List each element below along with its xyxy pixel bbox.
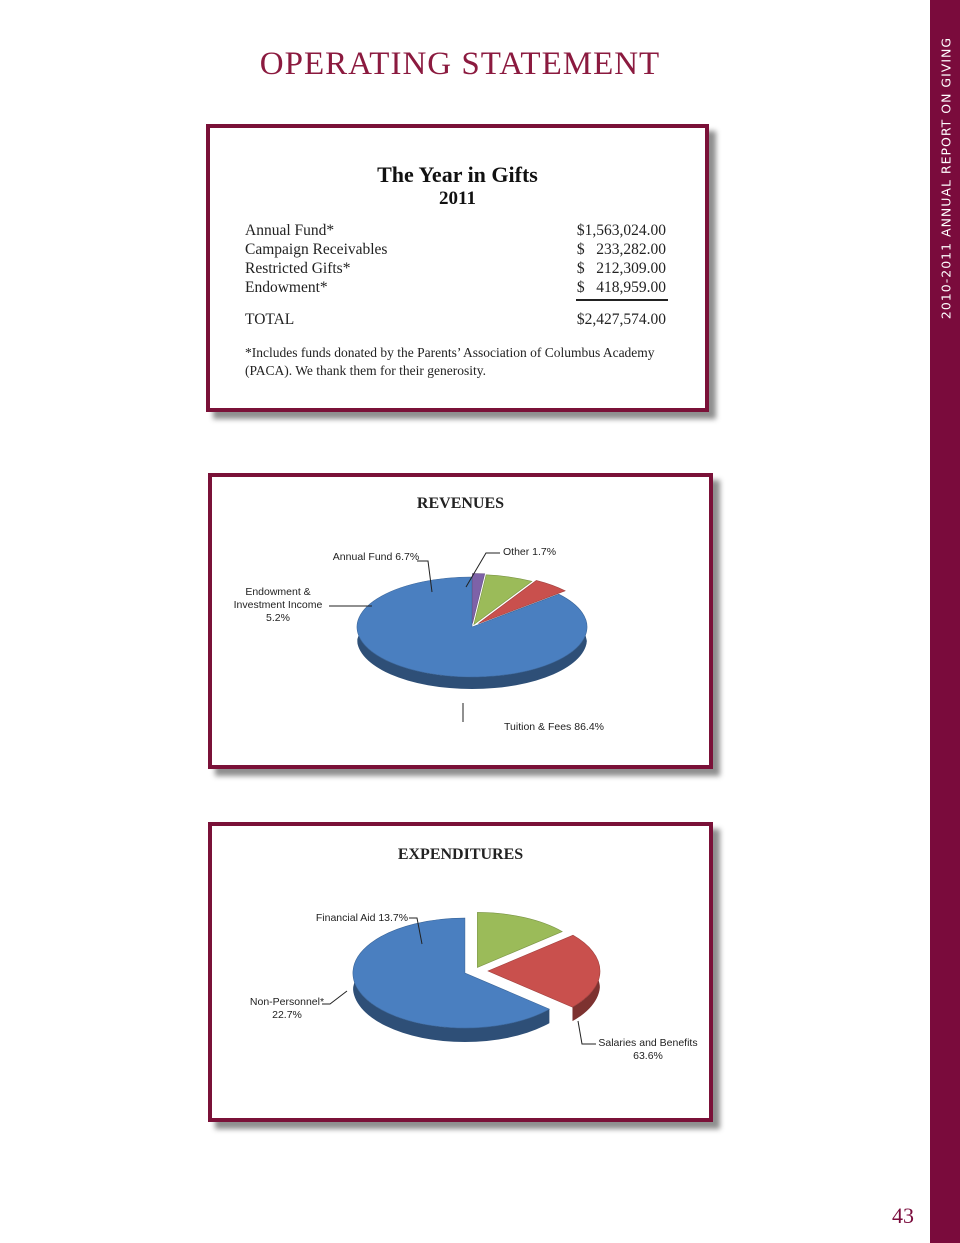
pie-label-text: Annual Fund 6.7% <box>332 551 420 563</box>
gifts-footnote: *Includes funds donated by the Parents’ Association of Columbus Academy (PACA). We thank them for their generosity. <box>245 345 655 378</box>
expenditures-chart-box <box>208 822 713 1122</box>
gift-amount: $ 233,282.00 <box>576 241 666 258</box>
revenues-pie-chart <box>212 477 709 765</box>
pie-label-non-personnel <box>250 991 347 1021</box>
report-side-label: 2010-2011 ANNUAL REPORT ON GIVING <box>938 36 954 320</box>
gift-label: Annual Fund* <box>245 222 335 239</box>
pie-label-text: Tuition & Fees 86.4% <box>504 721 604 733</box>
pie-label-salaries-and-benefits <box>578 1021 698 1062</box>
revenues-title: REVENUES <box>416 495 505 512</box>
gift-row-restricted-gifts <box>245 260 666 279</box>
gift-row-endowment <box>245 279 666 298</box>
gift-label: Endowment* <box>245 279 328 296</box>
total-amount: $2,427,574.00 <box>576 311 666 328</box>
gift-amount: $1,563,024.00 <box>576 222 666 239</box>
pie-label-text: Endowment & Investment Income 5.2% <box>233 586 323 624</box>
gift-row-total <box>245 311 666 330</box>
gift-amount: $ 212,309.00 <box>576 260 666 277</box>
page-number: 43 <box>892 1203 914 1228</box>
gifts-title: The Year in Gifts <box>377 162 538 187</box>
pie-label-text: Salaries and Benefits 63.6% <box>598 1037 698 1062</box>
page-title: OPERATING STATEMENT <box>259 46 661 82</box>
gift-label: Restricted Gifts* <box>245 260 351 277</box>
pie-label-tuition-fees <box>463 703 604 733</box>
expenditures-pie-chart <box>212 826 709 1118</box>
gift-row-annual-fund <box>245 222 666 241</box>
gift-row-campaign-receivables <box>245 241 666 260</box>
pie-label-text: Other 1.7% <box>503 546 557 558</box>
expenditures-title: EXPENDITURES <box>397 846 524 863</box>
pie-label-text: Non-Personnel* 22.7% <box>249 996 325 1021</box>
year-in-gifts-box <box>206 124 709 412</box>
gift-amount: $ 418,959.00 <box>576 279 666 296</box>
revenues-chart-box <box>208 473 713 769</box>
pie-label-endowment-investment-income <box>234 586 372 624</box>
gifts-year: 2011 <box>439 188 476 209</box>
gift-label: Campaign Receivables <box>245 241 388 258</box>
total-rule <box>576 299 668 301</box>
pie-label-text: Financial Aid 13.7% <box>315 912 409 924</box>
total-label: TOTAL <box>245 311 295 328</box>
